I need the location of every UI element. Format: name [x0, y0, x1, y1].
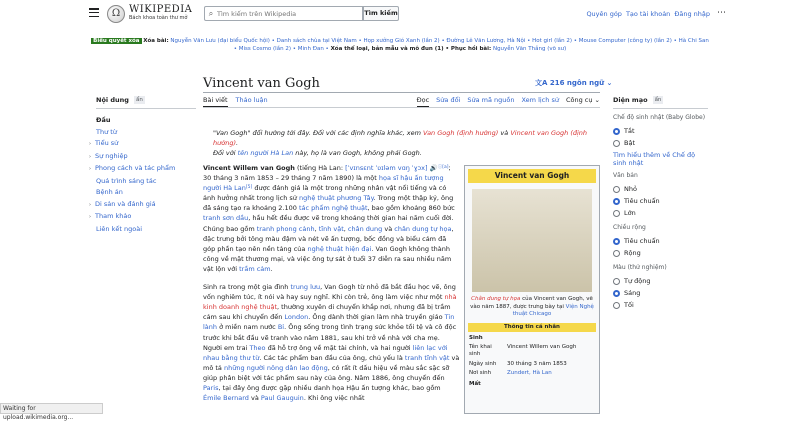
text: ,: [344, 225, 348, 233]
toc-item-label: Sự nghiệp: [95, 152, 128, 160]
radio-label: Lớn: [624, 209, 636, 217]
hatnote-text: Đối với: [213, 149, 238, 157]
tab-edit-source[interactable]: Sửa mã nguồn: [467, 96, 514, 107]
birthday-mode-label: Chế độ sinh nhật (Baby Globe): [613, 114, 708, 121]
appearance-panel: [613, 96, 708, 316]
radio-button[interactable]: [613, 140, 620, 147]
infobox-title: Vincent van Gogh: [468, 169, 596, 183]
toc-item[interactable]: [96, 163, 196, 176]
radio-option[interactable]: [613, 195, 708, 207]
reference-link[interactable]: [5]: [246, 185, 252, 190]
portrait-image[interactable]: [472, 189, 592, 292]
text: , tại đây ông được gặp nhiều danh họa Hậu ấn tượng khác, bao gồm: [218, 384, 440, 392]
radio-label: Tiêu chuẩn: [624, 197, 660, 205]
radio-label: Tối: [624, 301, 634, 309]
radio-option[interactable]: [613, 125, 708, 137]
article-link[interactable]: Theo: [249, 344, 265, 352]
width-label: Chiều rộng: [613, 224, 708, 231]
article-link[interactable]: liên lạc với nhau bằng thư từ: [203, 344, 448, 362]
radio-label: Tắt: [624, 127, 635, 135]
appearance-heading: Diện mạo: [613, 96, 648, 104]
color-label: Màu (thử nghiệm): [613, 264, 708, 271]
article-link[interactable]: nghệ thuật phương Tây: [299, 194, 374, 202]
infobox-value: Vincent Willem van Gogh: [505, 343, 597, 360]
infobox-row: [467, 369, 597, 379]
radio-button[interactable]: [613, 238, 620, 245]
more-options-icon[interactable]: ⋯: [717, 8, 726, 18]
status-bar: Waiting for: [0, 403, 103, 414]
toc-heading: Nội dung: [96, 96, 129, 104]
appearance-hide-button[interactable]: ẩn: [653, 96, 664, 104]
caption-link[interactable]: Viện Nghệ thuật Chicago: [513, 304, 594, 318]
article-link[interactable]: Bỉ: [278, 323, 284, 331]
radio-option[interactable]: [613, 299, 708, 311]
login-link[interactable]: Đăng nhập: [674, 10, 710, 18]
radio-button[interactable]: [613, 250, 620, 257]
text: (tiếng Hà Lan:: [295, 164, 345, 172]
logo-subtitle: Bách khoa toàn thư mở: [129, 14, 192, 22]
infobox-row: [467, 360, 597, 370]
toc-item-label: Đầu: [96, 116, 110, 124]
radio-button[interactable]: [613, 302, 620, 309]
text: . Ông sống trong tình trạng sức khỏe tồi tệ và cô độc trước khi bắt đầu vẽ tranh vào năm 1881, sau khi trở về nhà với cha mẹ. Người em trai: [203, 323, 456, 351]
text: 🔊: [428, 164, 438, 172]
radio-option[interactable]: [613, 235, 708, 247]
infobox: [464, 165, 600, 414]
radio-button[interactable]: [613, 128, 620, 135]
tools-label: Công cụ: [566, 96, 593, 104]
toc-item[interactable]: [96, 211, 196, 224]
infobox-group-birth: Sinh: [467, 333, 597, 343]
toc-item[interactable]: [96, 138, 196, 151]
chevron-right-icon[interactable]: ›: [89, 139, 95, 151]
toc-item-label: Di sản và đánh giá: [95, 200, 156, 208]
toc-item[interactable]: [96, 199, 196, 212]
toc-item[interactable]: [96, 127, 196, 139]
create-account-link[interactable]: Tạo tài khoản: [626, 10, 670, 18]
globe-icon: Ω: [107, 5, 125, 23]
radio-button[interactable]: [613, 210, 620, 217]
article-link[interactable]: Paul Gauguin: [261, 394, 304, 402]
chevron-right-icon[interactable]: ›: [89, 164, 95, 176]
text: , Van Gogh từ nhỏ đã bắt đầu học vẽ, ông vốn nghiêm túc, ít nói và hay suy nghĩ. Khi còn trẻ, ông làm việc như một: [203, 283, 456, 301]
article-link[interactable]: Tin lành: [203, 313, 454, 331]
text: và: [249, 394, 261, 402]
toc-item[interactable]: [96, 176, 196, 188]
toc-item-label: Tiểu sử: [95, 139, 118, 147]
hatnote-text: "Van Gogh" đổi hướng tới đây. Đối với các định nghĩa khác, xem: [213, 129, 423, 137]
chevron-right-icon[interactable]: ›: [89, 152, 95, 164]
search-icon: ⌕: [205, 9, 217, 19]
tab-article[interactable]: Bài viết: [203, 96, 228, 107]
toc-item-label: Tham khảo: [95, 212, 131, 220]
language-count: 216 ngôn ngữ: [550, 79, 604, 87]
radio-option[interactable]: [613, 247, 708, 259]
radio-option[interactable]: [613, 207, 708, 219]
radio-option[interactable]: [613, 287, 708, 299]
article-link[interactable]: họa sĩ hậu ấn tượng: [379, 174, 444, 182]
radio-label: Sáng: [624, 289, 640, 297]
notice-banner: [90, 37, 710, 53]
toc-item[interactable]: [96, 115, 196, 127]
caption-link[interactable]: Chân dung tự họa: [471, 296, 520, 302]
banner-restore-item[interactable]: Nguyễn Văn Thắng (võ sư): [493, 46, 566, 52]
article-body: [203, 163, 460, 411]
hatnote-link[interactable]: Vincent van Gogh (định hướng): [213, 129, 587, 147]
search-box: [204, 6, 363, 21]
radio-label: Tiêu chuẩn: [624, 237, 660, 245]
infobox-row: [467, 343, 597, 360]
hatnote-text: .: [236, 139, 238, 147]
radio-button[interactable]: [613, 186, 620, 193]
article-link[interactable]: nghệ thuật hiện đại: [307, 245, 371, 253]
search-button[interactable]: Tìm kiếm: [363, 6, 399, 21]
article-link[interactable]: tĩnh vật: [319, 225, 344, 233]
radio-button[interactable]: [613, 278, 620, 285]
text: Sinh ra trong một gia đình: [203, 283, 290, 291]
toc-item-label: Phong cách và tác phẩm: [95, 164, 175, 172]
hatnote-text: này, họ là van Gogh, không phải Gogh.: [293, 149, 422, 157]
toc-item-label: Bệnh án: [96, 188, 123, 196]
text: đã hỗ trợ ông về mặt tài chính, và hai người: [266, 344, 413, 352]
language-button[interactable]: 文A 216 ngôn ngữ ⌄: [535, 78, 612, 88]
article-link[interactable]: trầm cảm: [239, 265, 271, 273]
radio-label: Rộng: [624, 249, 641, 257]
article-link[interactable]: trung lưu: [290, 283, 320, 291]
text-size-label: Văn bản: [613, 172, 708, 179]
radio-option[interactable]: [613, 183, 708, 195]
tabs-divider: [203, 107, 600, 108]
infobox-value: 30 tháng 3 năm 1853: [505, 360, 597, 370]
radio-button[interactable]: [613, 290, 620, 297]
tab-talk[interactable]: Thảo luận: [236, 96, 268, 107]
toc-hide-button[interactable]: ẩn: [134, 96, 145, 104]
infobox-key: Nơi sinh: [467, 369, 505, 379]
toc-item-label: Quá trình sáng tác: [96, 177, 156, 185]
tab-read[interactable]: Đọc: [417, 96, 430, 107]
article-link[interactable]: tranh phong cảnh: [257, 225, 315, 233]
radio-option[interactable]: [613, 137, 708, 149]
article-link[interactable]: người Hà Lan: [203, 184, 246, 192]
tab-history[interactable]: Xem lịch sử: [522, 96, 559, 107]
banner-deletion-items[interactable]: Nguyễn Văn Lưu (đại biểu Quốc hội) • Danh sách chùa tại Việt Nam • Họp xưởng Gió Xanh (lần 2) • Đường Lê Văn Lương, Hà Nội • Hot girl (lần 2) • Mouse Computer (công ty) (lần 2) • Hà Chi San • Miss Cosmo (lần 2) • Minh Đan •: [170, 38, 708, 52]
banner-label: Xóa bài:: [143, 38, 168, 44]
infobox-key: Tên khai sinh: [467, 343, 505, 360]
radio-label: Bật: [624, 139, 635, 147]
search-input[interactable]: [217, 10, 357, 18]
article-link[interactable]: chân dung: [348, 225, 382, 233]
article-link[interactable]: những người nông dân lao động: [224, 364, 328, 372]
text: ; 30 tháng 3 năm 1853 – 29 tháng 7 năm 1890) là một: [203, 164, 451, 182]
toc-divider: [96, 108, 196, 109]
radio-button[interactable]: [613, 198, 620, 205]
toc-item[interactable]: [96, 224, 196, 236]
hatnote: [213, 128, 598, 158]
article-link[interactable]: tranh sơn dầu: [203, 214, 248, 222]
text: ở miền nam nước: [217, 323, 278, 331]
text: , đặc trưng bởi tông màu đậm và nét vẽ ấn tượng, bốc đồng và biểu cảm đã góp phần tạo nên nền tảng của: [203, 225, 454, 253]
title-divider: [203, 92, 600, 93]
infobox-caption: [467, 296, 597, 319]
text: , hầu hết đều được vẽ trong khoảng thời gian hai năm cuối đời. Chúng bao gồm: [203, 214, 454, 232]
toc-item[interactable]: [96, 187, 196, 199]
tools-dropdown[interactable]: Công cụ ⌄: [566, 96, 600, 107]
banner-badge: Biểu quyết xóa: [91, 38, 141, 44]
text: . Trong một thập kỷ, ông đã sáng tạo ra khoảng 2.100: [203, 194, 453, 212]
text: và mô tả: [203, 354, 459, 372]
main-menu-button[interactable]: [89, 8, 99, 17]
radio-label: Nhỏ: [624, 185, 637, 193]
caption-text: của Vincent van Gogh, vẽ vào năm 1887, được trưng bày tại: [470, 296, 593, 310]
text: và: [382, 225, 394, 233]
tab-edit[interactable]: Sửa đổi: [436, 96, 460, 107]
page-title: Vincent van Gogh: [203, 76, 320, 91]
article-link[interactable]: tranh tĩnh vật: [405, 354, 450, 362]
text: , thường xuyên di chuyển khắp nơi, nhưng đã bị trầm cảm sau khi chuyển đến: [203, 303, 451, 321]
text: . Các tác phẩm ban đầu của ông, chủ yếu là: [259, 354, 405, 362]
text: .: [271, 265, 273, 273]
article-link[interactable]: Émile Bernard: [203, 394, 249, 402]
table-of-contents: [96, 96, 196, 235]
radio-option[interactable]: [613, 275, 708, 287]
hatnote-link[interactable]: tên người Hà Lan: [238, 149, 294, 157]
infobox-group-death: Mất: [467, 379, 597, 389]
bold-text: Vincent Willem van Gogh: [203, 164, 295, 172]
article-link[interactable]: [ˈvɪnsɛnt ˈʋɪləm vɑŋ ˈɣɔx]: [345, 164, 427, 172]
infobox-subheader: Thông tin cá nhân: [468, 323, 596, 332]
chevron-right-icon[interactable]: ›: [89, 212, 95, 224]
toc-item-label: Thư từ: [96, 128, 117, 136]
donate-link[interactable]: Quyên góp: [586, 10, 622, 18]
text: , có rất ít dấu hiệu về màu sắc sặc sỡ giúp phân biệt với tác phẩm sau này của ông. Năm 1886, ông chuyển đến: [203, 364, 449, 382]
toc-item-label: Liên kết ngoài: [96, 225, 142, 233]
article-paragraph: [203, 282, 460, 403]
text: . Khi ông việc nhất: [304, 394, 365, 402]
text: được đánh giá là một trong những nhân vật nổi tiếng và có ảnh hưởng nhất trong lịch sử: [203, 184, 446, 202]
text: . Van Gogh không thành công về mặt thương mại, và việc ông tự sát ở tuổi 37 diễn ra sau nhiều năm vật lộn với: [203, 245, 451, 273]
banner-label-2: Xóa thể loại, bản mẫu và mô đun (1) • Phục hồi bài:: [331, 46, 492, 52]
article-link[interactable]: chân dung tự họa: [394, 225, 451, 233]
appearance-divider: [613, 108, 708, 109]
text: ,: [315, 225, 319, 233]
text: . Ông dành thời gian làm nhà truyền giáo: [308, 313, 444, 321]
infobox-value[interactable]: Zundert, Hà Lan: [505, 369, 597, 379]
wikipedia-logo[interactable]: [107, 5, 192, 23]
site-header: [0, 0, 800, 30]
hatnote-link[interactable]: Van Gogh (định hướng): [423, 129, 498, 137]
hatnote-text: và: [498, 129, 510, 137]
article-link[interactable]: London: [284, 313, 308, 321]
article-link[interactable]: Paris: [203, 384, 218, 392]
toc-item[interactable]: [96, 151, 196, 164]
redlink[interactable]: nhà kinh doanh nghệ thuật: [203, 293, 457, 311]
article-paragraph: [203, 163, 460, 274]
birthday-mode-link[interactable]: Tìm hiểu thêm về Chế độ sinh nhật: [613, 151, 708, 167]
logo-title: WIKIPEDIA: [129, 6, 192, 14]
reference-link[interactable]: ⓘ: [438, 165, 443, 170]
article-link[interactable]: tác phẩm nghệ thuật: [299, 204, 368, 212]
reference-link[interactable]: [a]: [442, 165, 448, 170]
radio-label: Tự động: [624, 277, 651, 285]
chevron-right-icon[interactable]: ›: [89, 200, 95, 212]
text: , bao gồm khoảng 860 bức: [368, 204, 455, 212]
infobox-key: Ngày sinh: [467, 360, 505, 370]
